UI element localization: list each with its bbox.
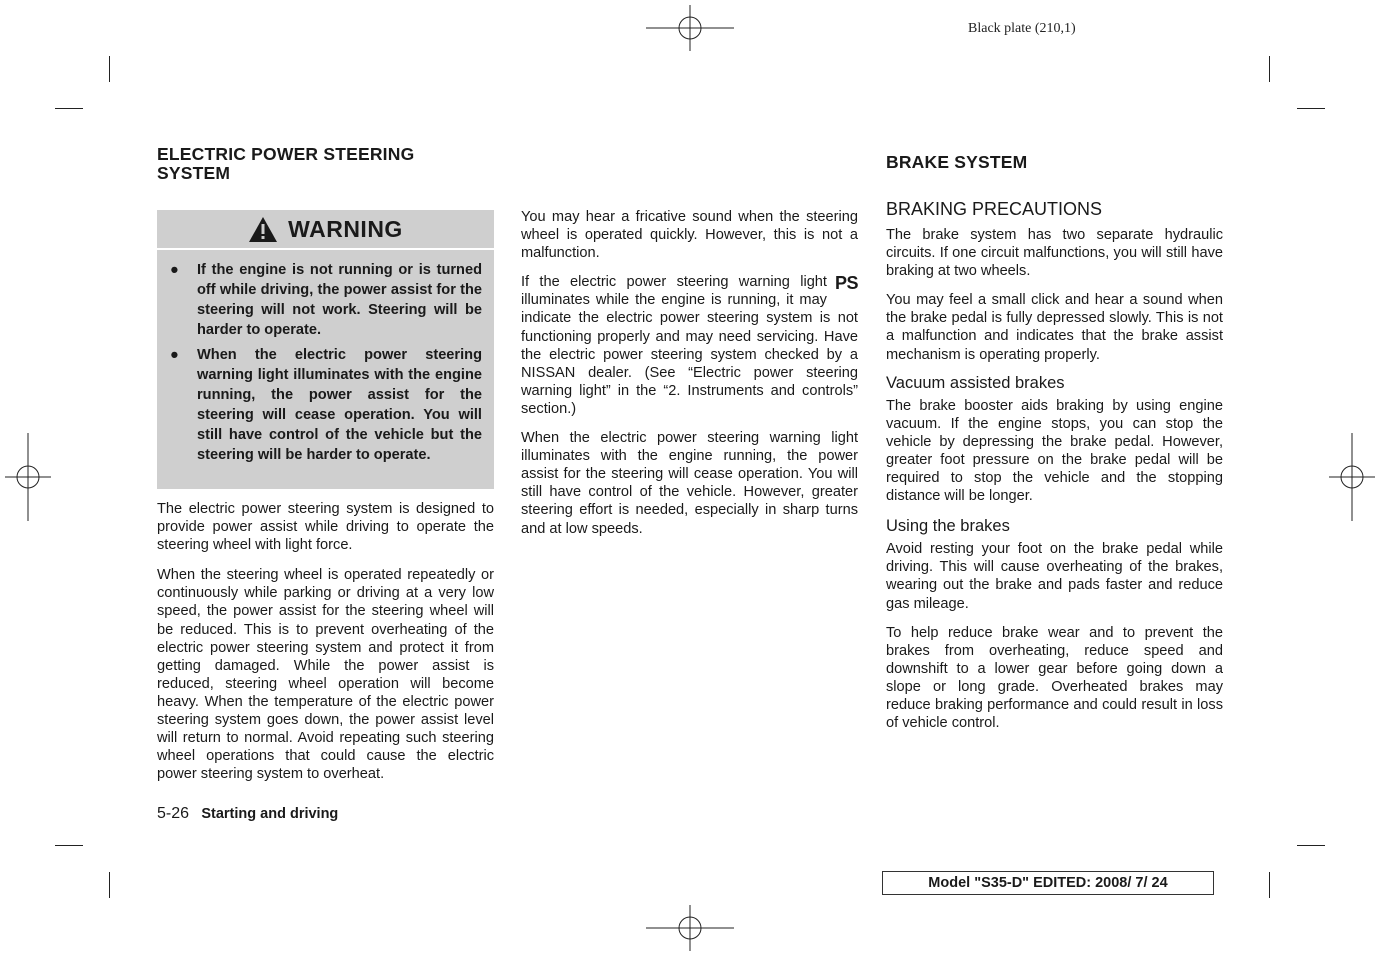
warning-list xyxy=(157,250,494,465)
crop-mark xyxy=(1297,845,1325,846)
registration-mark-icon xyxy=(1329,433,1375,521)
crop-mark xyxy=(55,108,83,109)
paragraph: When the steering wheel is operated repeatedly or continuously while parking or driving at a very low speed, the power assist for the steering wheel will be reduced. This is to prevent overheating of the electric power steering system and protect it from getting damaged. While the power assist is reduced, steering wheel operation will become heavy. When the temperature of the electric power steering system goes down, the power assist level will return to normal. Avoid repeating such steering wheel operations that could cause the electric power steering system to overheat. xyxy=(157,567,494,783)
paragraph: The electric power steering system is designed to provide power assist while driving to operate the steering wheel with light force. xyxy=(157,501,494,554)
registration-mark-icon xyxy=(646,905,734,951)
braking-precautions-heading: BRAKING PRECAUTIONS xyxy=(886,199,1103,219)
paragraph: You may hear a fricative sound when the steering wheel is operated quickly. However, this is not a malfunction. xyxy=(521,209,858,262)
brake-column xyxy=(886,153,1223,732)
bullet-icon: ● xyxy=(170,347,179,363)
paragraph: To help reduce brake wear and to prevent the brakes from overheating, reduce speed and downshift to a lower gear before going down a slope or long grade. Overheated brakes may reduce braking performance and could result in loss of vehicle control. xyxy=(886,624,1223,732)
registration-mark-icon xyxy=(5,433,51,521)
eps-body xyxy=(157,500,494,783)
warning-box xyxy=(157,210,494,489)
crop-mark xyxy=(1269,56,1270,82)
page-footer xyxy=(157,805,338,823)
warning-item-text: When the electric power steering warning light illuminates with the engine running, the power assist for the steering will cease operation. You will still have control of the vehicle but the steering will be harder to operate. xyxy=(197,347,482,463)
warning-title: WARNING xyxy=(288,215,403,242)
crop-mark xyxy=(1297,108,1325,109)
using-brakes-heading: Using the brakes xyxy=(886,517,1010,536)
crop-mark xyxy=(109,872,110,898)
warning-header xyxy=(157,210,494,250)
paragraph: Avoid resting your foot on the brake pedal while driving. This will cause overheating of the brakes, wearing out the brake and pads faster and reduce gas mileage. xyxy=(886,541,1223,612)
plate-label: Black plate (210,1) xyxy=(968,21,1076,36)
registration-mark-icon xyxy=(646,5,734,51)
section-name: Starting and driving xyxy=(201,806,339,822)
crop-mark xyxy=(1269,872,1270,898)
paragraph-ps xyxy=(521,273,858,418)
eps-title-line2: SYSTEM xyxy=(157,163,231,183)
eps-title-line1: ELECTRIC POWER STEERING xyxy=(157,144,415,164)
warning-item xyxy=(169,260,482,340)
paragraph: You may feel a small click and hear a sound when the brake pedal is fully depressed slowly. This is not a malfunction and indicates that the brake assist mechanism is operating properly. xyxy=(886,292,1223,363)
paragraph: The brake booster aids braking by using engine vacuum. If the engine stops, you can stop the vehicle by depressing the brake pedal. However, greater foot pressure on the brake pedal will be required to stop the vehicle and the stopping distance will be longer. xyxy=(886,397,1223,505)
page-number: 5-26 xyxy=(157,805,190,822)
eps-heading xyxy=(157,145,494,183)
warning-item xyxy=(169,345,482,465)
paragraph-text: If the electric power steering warning light illuminates while the engine is running, it may indicate the electric power steering system is not functioning properly and may need servicing. Have the electric power steering system checked by a NISSAN dealer. (See “Electric power steering warning light” in the “2. Instruments and controls” section.) xyxy=(521,274,858,417)
bullet-icon: ● xyxy=(170,262,179,278)
model-edit-label: Model "S35-D" EDITED: 2008/ 7/ 24 xyxy=(882,871,1214,895)
paragraph: When the electric power steering warning light illuminates with the engine running, the power assist for the steering will cease operation. You will still have control of the vehicle. However, greater steering effort is needed, especially in sharp turns and at low speeds. xyxy=(521,430,858,537)
warning-triangle-icon xyxy=(248,216,278,243)
brake-title: BRAKE SYSTEM xyxy=(886,152,1028,172)
warning-item-text: If the engine is not running or is turned off while driving, the power assist for the steering will not work. Steering will be harder to operate. xyxy=(197,262,482,338)
crop-mark xyxy=(55,845,83,846)
middle-column xyxy=(521,208,858,538)
vacuum-heading: Vacuum assisted brakes xyxy=(886,373,1065,392)
crop-mark xyxy=(109,56,110,82)
ps-warning-light-icon: PS xyxy=(834,273,858,294)
paragraph: The brake system has two separate hydraulic circuits. If one circuit malfunctions, you will still have braking at two wheels. xyxy=(886,227,1223,280)
